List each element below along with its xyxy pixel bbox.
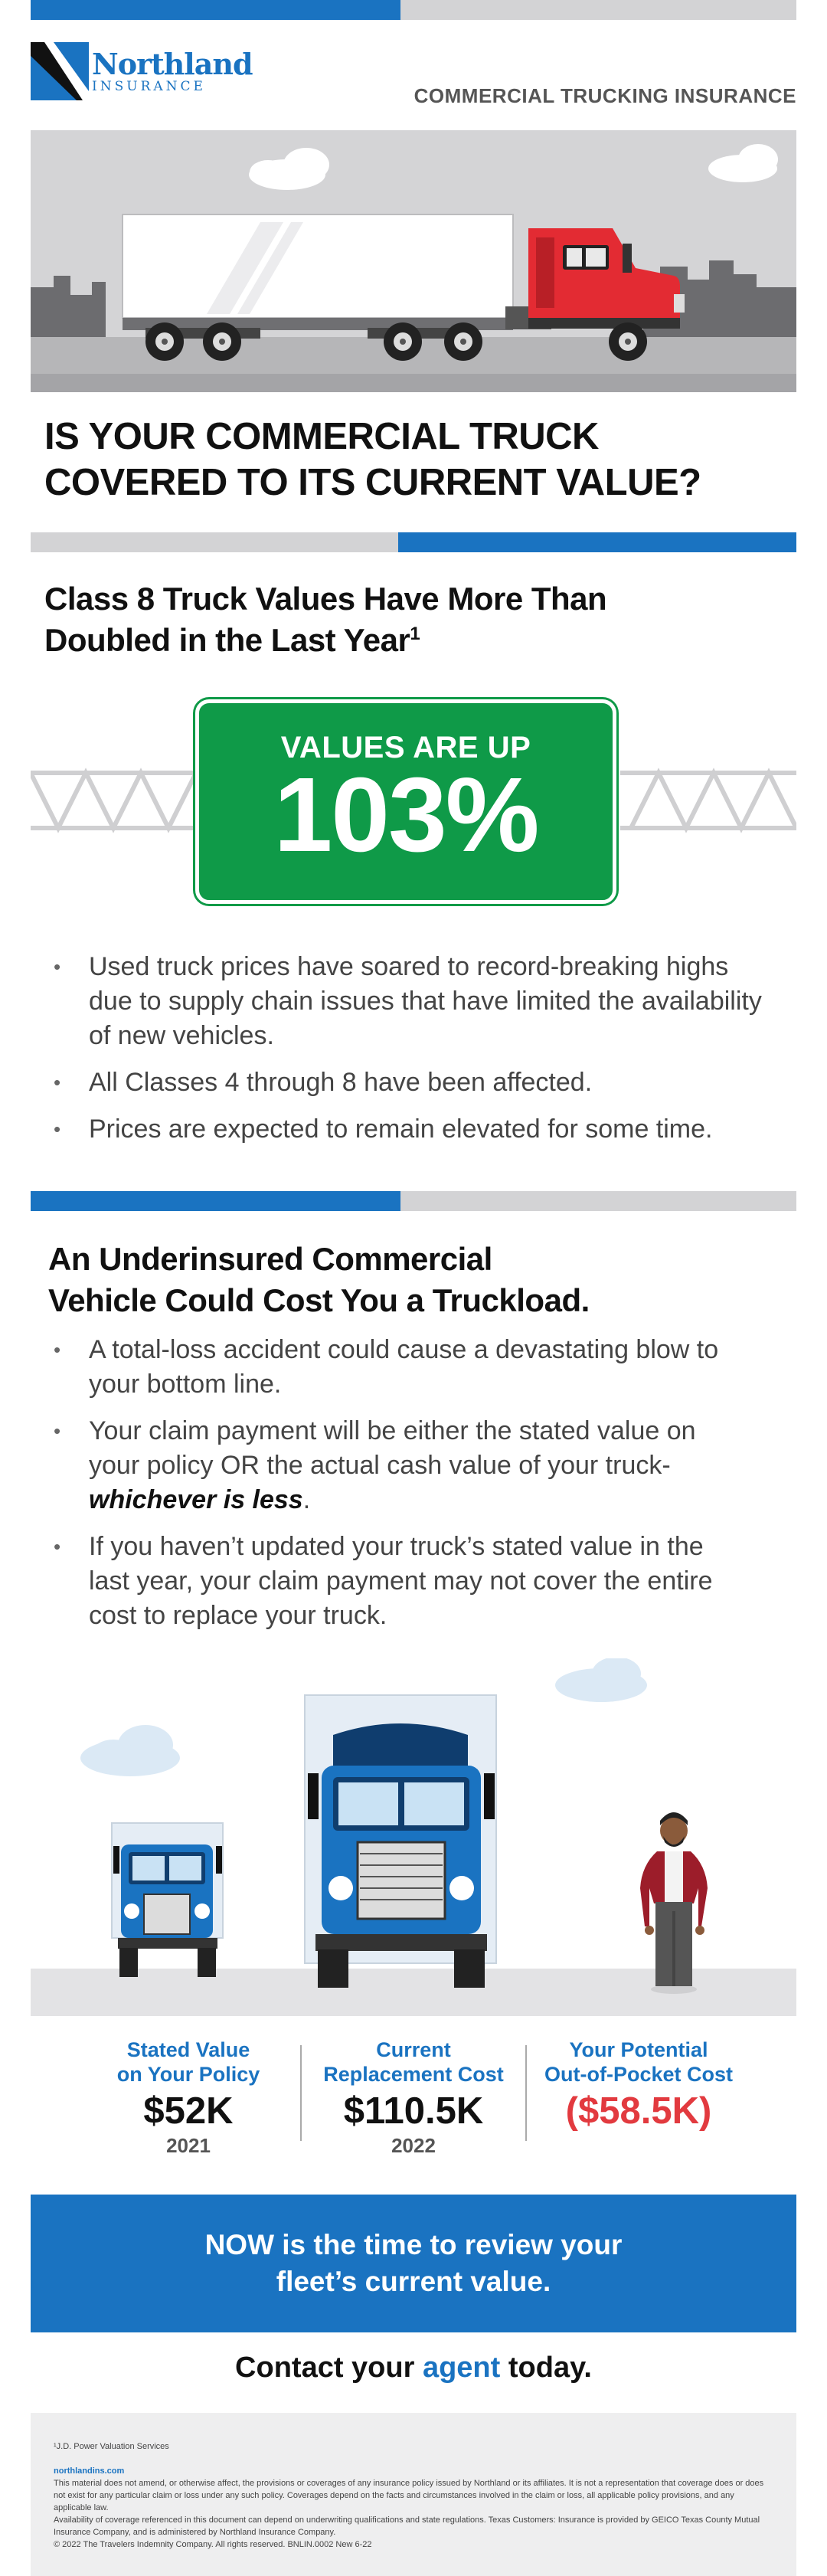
footer-disclaimer-2: Availability of coverage referenced in this document can depend on underwriting qualifications and state regulations. Texas Customers: Insurance is provided by GEICO Texas County Mutual Insurance Company, and is administered by Northland Insurance Company.: [54, 2515, 760, 2537]
stat-stated-value: Stated Value on Your Policy $52K 2021: [77, 2038, 300, 2168]
list-item: • All Classes 4 through 8 have been affected.: [54, 1065, 773, 1100]
truck-comparison-illustration: [31, 1658, 796, 2018]
emphasis-text: whichever is less: [89, 1485, 303, 1514]
stat-replacement-cost: Current Replacement Cost $110.5K 2022: [302, 2038, 525, 2168]
underinsured-heading-line-2: Vehicle Could Cost You a Truckload.: [48, 1282, 590, 1318]
list-item: • Your claim payment will be either the stated value on your policy OR the actual cash value of your truck- whichever is less.: [54, 1414, 727, 1517]
values-up-sign: [195, 699, 616, 904]
hero-truck-illustration: [31, 130, 796, 392]
underinsured-heading-line-1: An Underinsured Commercial: [48, 1241, 492, 1277]
footer-website-link[interactable]: northlandins.com: [54, 2466, 125, 2476]
list-item: • Used truck prices have soared to record-breaking highs due to supply chain issues that have limited the availability of new vehicles.: [54, 950, 773, 1053]
divider-bar-blue: [398, 532, 796, 552]
cost-comparison-stats: [77, 2038, 750, 2168]
divider-bar-blue-2: [31, 1191, 400, 1211]
values-bullet-list: [54, 950, 773, 1159]
underinsured-bullet-list: [54, 1333, 727, 1645]
sign-label: VALUES ARE UP: [280, 731, 531, 764]
stat-value: $110.5K: [343, 2090, 484, 2132]
stat-year: 2022: [391, 2134, 436, 2157]
sign-percentage: 103%: [273, 756, 538, 874]
footer-footnote: ¹J.D. Power Valuation Services: [54, 2442, 169, 2451]
underinsured-heading: [48, 1239, 590, 1321]
header-tagline: COMMERCIAL TRUCKING INSURANCE: [414, 84, 796, 107]
review-cta-banner: [31, 2195, 796, 2332]
footer-disclaimer-1: This material does not amend, or otherwise affect, the provisions or coverages of any insurance policy issued by Northland or its affiliates. It is not a representation that coverage does or does not exist for any particular claim or loss under any such policy. Coverages depend on the facts and circumstances involved in the claim or loss, all applicable policy provisions, and any applicable law.: [54, 2479, 764, 2512]
top-bar-blue: [31, 0, 400, 20]
footnote-mark: 1: [410, 624, 420, 644]
contact-line: Contact your agent today.: [235, 2352, 592, 2384]
values-heading: [44, 578, 606, 661]
stat-value: $52K: [143, 2090, 234, 2132]
northland-logo[interactable]: [31, 42, 253, 100]
stat-out-of-pocket: Your Potential Out-of-Pocket Cost ($58.5K): [527, 2038, 750, 2168]
cta-line-1: NOW is the time to review your: [204, 2229, 623, 2260]
agent-link[interactable]: agent: [422, 2352, 501, 2384]
stat-year: 2021: [166, 2134, 211, 2157]
list-item: • If you haven’t updated your truck’s stated value in the last year, your claim payment may not cover the entire cost to replace your truck.: [54, 1530, 727, 1633]
divider-bar-grey: [31, 532, 398, 552]
logo-sub: INSURANCE: [92, 78, 206, 94]
footer: [31, 2413, 796, 2576]
top-bar-grey: [400, 0, 796, 20]
cta-line-2: fleet’s current value.: [276, 2266, 551, 2297]
divider-bar-grey-2: [400, 1191, 796, 1211]
footer-copyright: © 2022 The Travelers Indemnity Company. All rights reserved. BNLIN.0002 New 6-22: [54, 2540, 372, 2549]
stat-value: ($58.5K): [565, 2090, 712, 2132]
headline-line-2: COVERED TO ITS CURRENT VALUE?: [44, 462, 701, 503]
values-heading-line-1: Class 8 Truck Values Have More Than: [44, 581, 607, 617]
highway-sign-graphic: [31, 693, 796, 908]
northland-logo-icon: [31, 42, 89, 100]
headline-line-1: IS YOUR COMMERCIAL TRUCK: [44, 416, 599, 457]
main-headline: [44, 414, 701, 506]
list-item: • A total-loss accident could cause a devastating blow to your bottom line.: [54, 1333, 727, 1402]
list-item: • Prices are expected to remain elevated for some time.: [54, 1112, 773, 1147]
values-heading-line-2: Doubled in the Last Year$^1$: [44, 622, 420, 658]
logo-name: Northland: [92, 46, 253, 81]
